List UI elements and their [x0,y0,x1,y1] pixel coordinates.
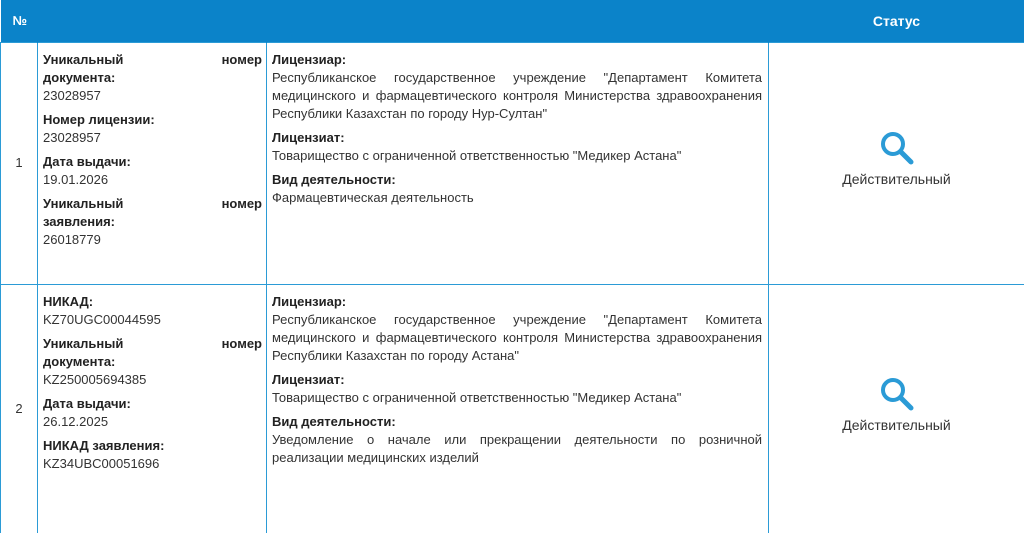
unique-application-number-value: 26018779 [43,231,101,247]
row-number: 2 [1,284,38,533]
activity-label: Вид деятельности: [272,171,396,187]
header-document [38,0,267,42]
nikad-application-value: KZ34UBC00051696 [43,455,160,471]
unique-doc-number-label: Уникальный номер [43,51,262,67]
unique-doc-number-value: 23028957 [43,87,101,103]
activity-label: Вид деятельности: [272,413,396,429]
nikad-label: НИКАД: [43,293,94,309]
licensor-label: Лицензиар: [272,51,347,67]
unique-doc-number-label: Уникальный номер [43,335,262,351]
licensee-value: Товарищество с ограниченной ответственностью "Медикер Астана" [272,147,682,163]
issue-date-label: Дата выдачи: [43,395,131,411]
nikad-value: KZ70UGC00044595 [43,311,161,327]
license-number-value: 23028957 [43,129,101,145]
table-header-row [1,0,1024,42]
activity-value: Фармацевтическая деятельность [272,189,474,205]
licensee-value: Товарищество с ограниченной ответственностью "Медикер Астана" [272,389,682,405]
header-status: Статус [769,0,1024,42]
license-details-cell [267,42,769,284]
header-number: № [1,0,38,42]
issue-date-label: Дата выдачи: [43,153,131,169]
search-icon[interactable] [879,130,915,166]
status-text: Действительный [842,171,951,187]
document-info-cell: Уникальный номер документа: 23028957 Номер лицензии: 23028957 Дата выдачи: 19.01.2026 Уникальный номер заявления: 26018779 [38,42,267,284]
licensor-value: Республиканское государственное учреждение "Департамент Комитета медицинского и фармацевтического контроля Министерства здравоохранения Республики Казахстан по городу Нур-Султан" [272,69,762,121]
activity-value: Уведомление о начале или прекращении деятельности по розничной реализации медицинских изделий [272,431,762,465]
header-details [267,0,769,42]
table-row [1,42,1024,284]
search-icon[interactable] [879,376,915,412]
nikad-application-label: НИКАД заявления: [43,437,165,453]
license-details-cell [267,284,769,533]
issue-date-value: 19.01.2026 [43,171,109,187]
unique-doc-number-value: KZ250005694385 [43,371,147,387]
unique-application-number-label: Уникальный номер [43,195,262,211]
document-info-cell: НИКАД: KZ70UGC00044595 Уникальный номер документа: KZ250005694385 Дата выдачи: 26.12.2025 НИКАД заявления: KZ34UBC00051696 [38,284,267,533]
license-number-label: Номер лицензии: [43,111,155,127]
licensee-label: Лицензиат: [272,371,345,387]
issue-date-value: 26.12.2025 [43,413,109,429]
status-text: Действительный [842,417,951,433]
row-number: 1 [1,42,38,284]
status-cell [769,42,1024,284]
licensor-label: Лицензиар: [272,293,347,309]
licensee-label: Лицензиат: [272,129,345,145]
licensor-value: Республиканское государственное учреждение "Департамент Комитета медицинского и фармацевтического контроля Министерства здравоохранения Республики Казахстан по городу Астана" [272,311,762,363]
status-cell [769,284,1024,533]
table-row [1,284,1024,533]
